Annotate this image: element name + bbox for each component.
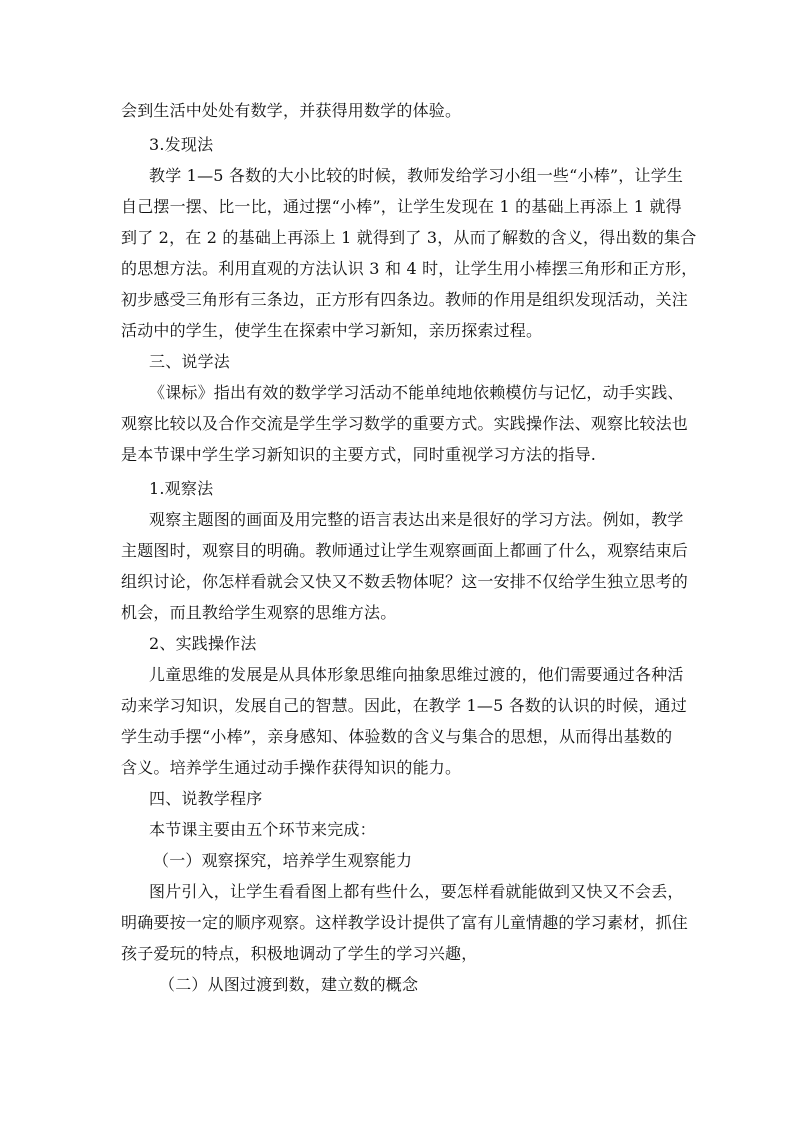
paragraph-line: 本节课主要由五个环节来完成： <box>149 820 376 839</box>
paragraph-line: 会到生活中处处有数学，并获得用数学的体验。 <box>121 101 462 120</box>
section-heading: 2、实践操作法 <box>149 634 257 653</box>
paragraph-line: 主题图时，观察目的明确。教师通过让学生观察画面上都画了什么，观察结束后 <box>121 541 689 560</box>
paragraph-line: 《课标》指出有效的数学学习活动不能单纯地依赖模仿与记忆，动手实践、 <box>149 383 684 402</box>
paragraph-line: 观察主题图的画面及用完整的语言表达出来是很好的学习方法。例如，教学 <box>149 510 684 529</box>
paragraph-line: 图片引入，让学生看看图上都有些什么，要怎样看就能做到又快又不会丢， <box>149 882 684 901</box>
paragraph-line: 活动中的学生，使学生在探索中学习新知，亲历探索过程。 <box>121 321 543 340</box>
paragraph-line: 机会，而且教给学生观察的思维方法。 <box>121 603 397 622</box>
paragraph-line: 孩子爱玩的特点，积极地调动了学生的学习兴趣， <box>121 944 478 963</box>
paragraph-line: 自己摆一摆、比一比，通过摆“小棒”，让学生发现在 1 的基础上再添上 1 就得 <box>121 197 682 216</box>
paragraph-line: 观察比较以及合作交流是学生学习数学的重要方式。实践操作法、观察比较法也 <box>121 414 689 433</box>
paragraph-line: 教学 1—5 各数的大小比较的时候，教师发给学习小组一些“小棒”，让学生 <box>149 166 684 185</box>
section-heading: 1.观察法 <box>149 479 214 498</box>
section-heading: （一）观察探究，培养学生观察能力 <box>153 851 413 870</box>
paragraph-line: 学生动手摆“小棒”，亲身感知、体验数的含义与集合的思想，从而得出基数的 <box>121 727 673 746</box>
paragraph-line: 到了 2，在 2 的基础上再添上 1 就得到了 3，从而了解数的含义，得出数的集合 <box>121 228 697 247</box>
section-heading: 3.发现法 <box>149 135 214 154</box>
paragraph-line: 初步感受三角形有三条边，正方形有四条边。教师的作用是组织发现活动，关注 <box>121 290 689 309</box>
paragraph-line: 动来学习知识，发展自己的智慧。因此，在教学 1—5 各数的认识的时候，通过 <box>121 696 687 715</box>
section-heading: （二）从图过渡到数，建立数的概念 <box>159 975 419 994</box>
paragraph-line: 儿童思维的发展是从具体形象思维向抽象思维过渡的，他们需要通过各种活 <box>149 665 684 684</box>
paragraph-line: 含义。培养学生通过动手操作获得知识的能力。 <box>121 758 462 777</box>
section-heading: 三、说学法 <box>149 352 231 371</box>
paragraph-line: 明确要按一定的顺序观察。这样教学设计提供了富有儿童情趣的学习素材，抓住 <box>121 913 689 932</box>
section-heading: 四、说教学程序 <box>149 789 263 808</box>
paragraph-line: 组织讨论，你怎样看就会又快又不数丢物体呢？这一安排不仅给学生独立思考的 <box>121 572 689 591</box>
paragraph-line: 是本节课中学生学习新知识的主要方式，同时重视学习方法的指导. <box>121 445 597 464</box>
paragraph-line: 的思想方法。利用直观的方法认识 3 和 4 时，让学生用小棒摆三角形和正方形， <box>121 259 698 278</box>
